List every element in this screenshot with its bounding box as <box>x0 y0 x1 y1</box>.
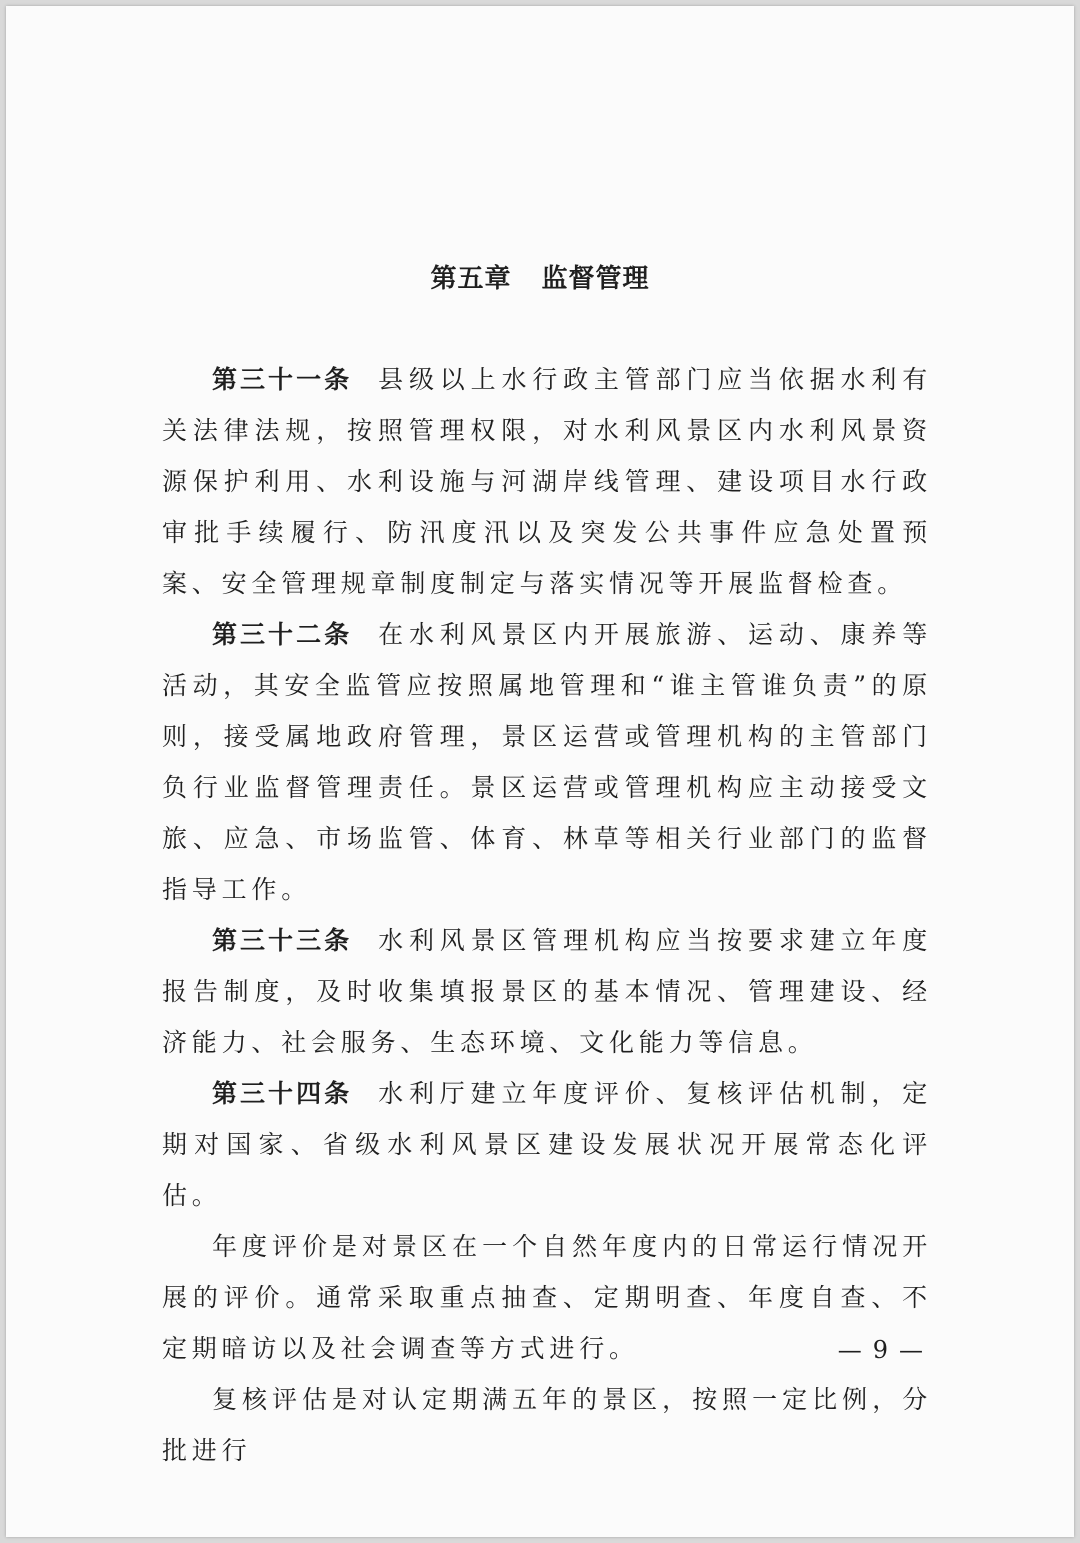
article-33 <box>162 915 932 1068</box>
page-number-dash-right: — <box>899 1336 924 1364</box>
article-label: 第三十二条 <box>212 620 353 649</box>
article-text: 水利厅建立年度评价、复核评估机制，定期对国家、省级水利风景区建设发展状况开展常态化评估。 <box>162 1079 932 1210</box>
page-number-value: 9 <box>872 1336 889 1364</box>
document-body <box>162 354 932 1476</box>
paragraph-review-assessment: 复核评估是对认定期满五年的景区，按照一定比例，分批进行 <box>162 1385 932 1465</box>
article-31 <box>162 354 932 609</box>
paragraph-annual-evaluation: 年度评价是对景区在一个自然年度内的日常运行情况开展的评价。通常采取重点抽查、定期明查、年度自查、不定期暗访以及社会调查等方式进行。 <box>162 1232 932 1363</box>
article-text: 水利风景区管理机构应当按要求建立年度报告制度，及时收集填报景区的基本情况、管理建设、经济能力、社会服务、生态环境、文化能力等信息。 <box>162 926 932 1057</box>
page-number <box>838 1336 924 1364</box>
chapter-number: 第五章 <box>430 264 512 294</box>
article-32 <box>162 609 932 915</box>
page-number-dash-left: — <box>837 1336 863 1364</box>
article-label: 第三十四条 <box>212 1079 353 1108</box>
article-label: 第三十一条 <box>212 365 353 394</box>
article-text: 在水利风景区内开展旅游、运动、康养等活动，其安全监管应按照属地管理和“谁主管谁负责”的原则，接受属地政府管理，景区运营或管理机构的主管部门负行业监督管理责任。景区运营或管理机构应主动接受文旅、应急、市场监管、体育、林草等相关行业部门的监督指导工作。 <box>162 620 932 904</box>
document-page <box>6 6 1074 1537</box>
article-label: 第三十三条 <box>212 926 353 955</box>
article-text: 县级以上水行政主管部门应当依据水利有关法律法规，按照管理权限，对水利风景区内水利风景资源保护利用、水利设施与河湖岸线管理、建设项目水行政审批手续履行、防汛度汛以及突发公共事件应急处置预案、安全管理规章制度制定与落实情况等开展监督检查。 <box>162 365 932 598</box>
article-34 <box>162 1068 932 1221</box>
chapter-title: 监督管理 <box>541 264 650 294</box>
chapter-heading <box>6 258 1074 295</box>
